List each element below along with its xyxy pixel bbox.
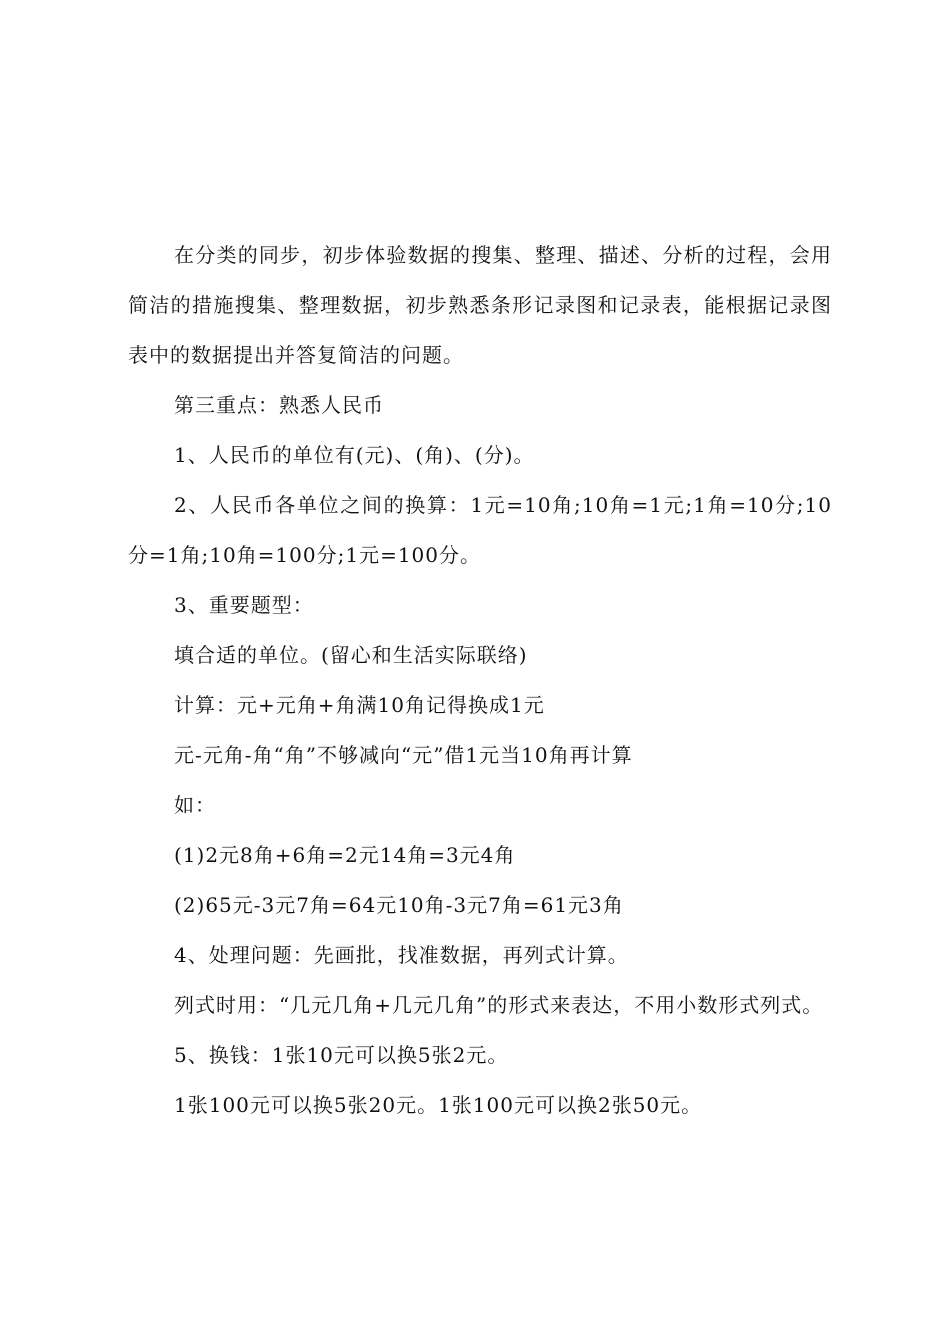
- paragraph-example-intro: 如：: [174, 793, 216, 817]
- paragraph-example-2: (2)65元-3元7角=64元10角-3元7角=61元3角: [174, 893, 624, 917]
- paragraph-fill-units: 填合适的单位。(留心和生活实际联络): [174, 643, 528, 667]
- paragraph-rmb-units: 1、人民币的单位有(元)、(角)、(分)。: [174, 443, 535, 467]
- paragraph-question-types: 3、重要题型：: [174, 593, 314, 617]
- paragraph-expression-format: 列式时用：“几元几角+几元几角”的形式来表达，不用小数形式列式。: [174, 993, 824, 1017]
- paragraph-exchange-hundred: 1张100元可以换5张20元。1张100元可以换2张50元。: [174, 1093, 703, 1117]
- paragraph-addition-rule: 计算：元+元角+角满10角记得换成1元: [174, 693, 545, 717]
- paragraph-example-1: (1)2元8角+6角=2元14角=3元4角: [174, 843, 516, 867]
- document-body: [128, 230, 832, 1130]
- paragraph-exchange-money: 5、换钱：1张10元可以换5张2元。: [174, 1043, 509, 1067]
- paragraph-data-analysis: 在分类的同步，初步体验数据的搜集、整理、描述、分析的过程，会用简洁的措施搜集、整理数据，初步熟悉条形记录图和记录表，能根据记录图表中的数据提出并答复简洁的问题。: [128, 243, 832, 367]
- paragraph-subtraction-rule: 元-元角-角“角”不够减向“元”借1元当10角再计算: [174, 743, 633, 767]
- paragraph-problem-solving: 4、处理问题：先画批，找准数据，再列式计算。: [174, 943, 629, 967]
- paragraph-unit-conversion: 2、人民币各单位之间的换算：1元=10角;10角=1元;1角=10分;10分=1角;10角=100分;1元=100分。: [128, 493, 832, 567]
- section-heading-rmb: 第三重点：熟悉人民币: [174, 393, 384, 417]
